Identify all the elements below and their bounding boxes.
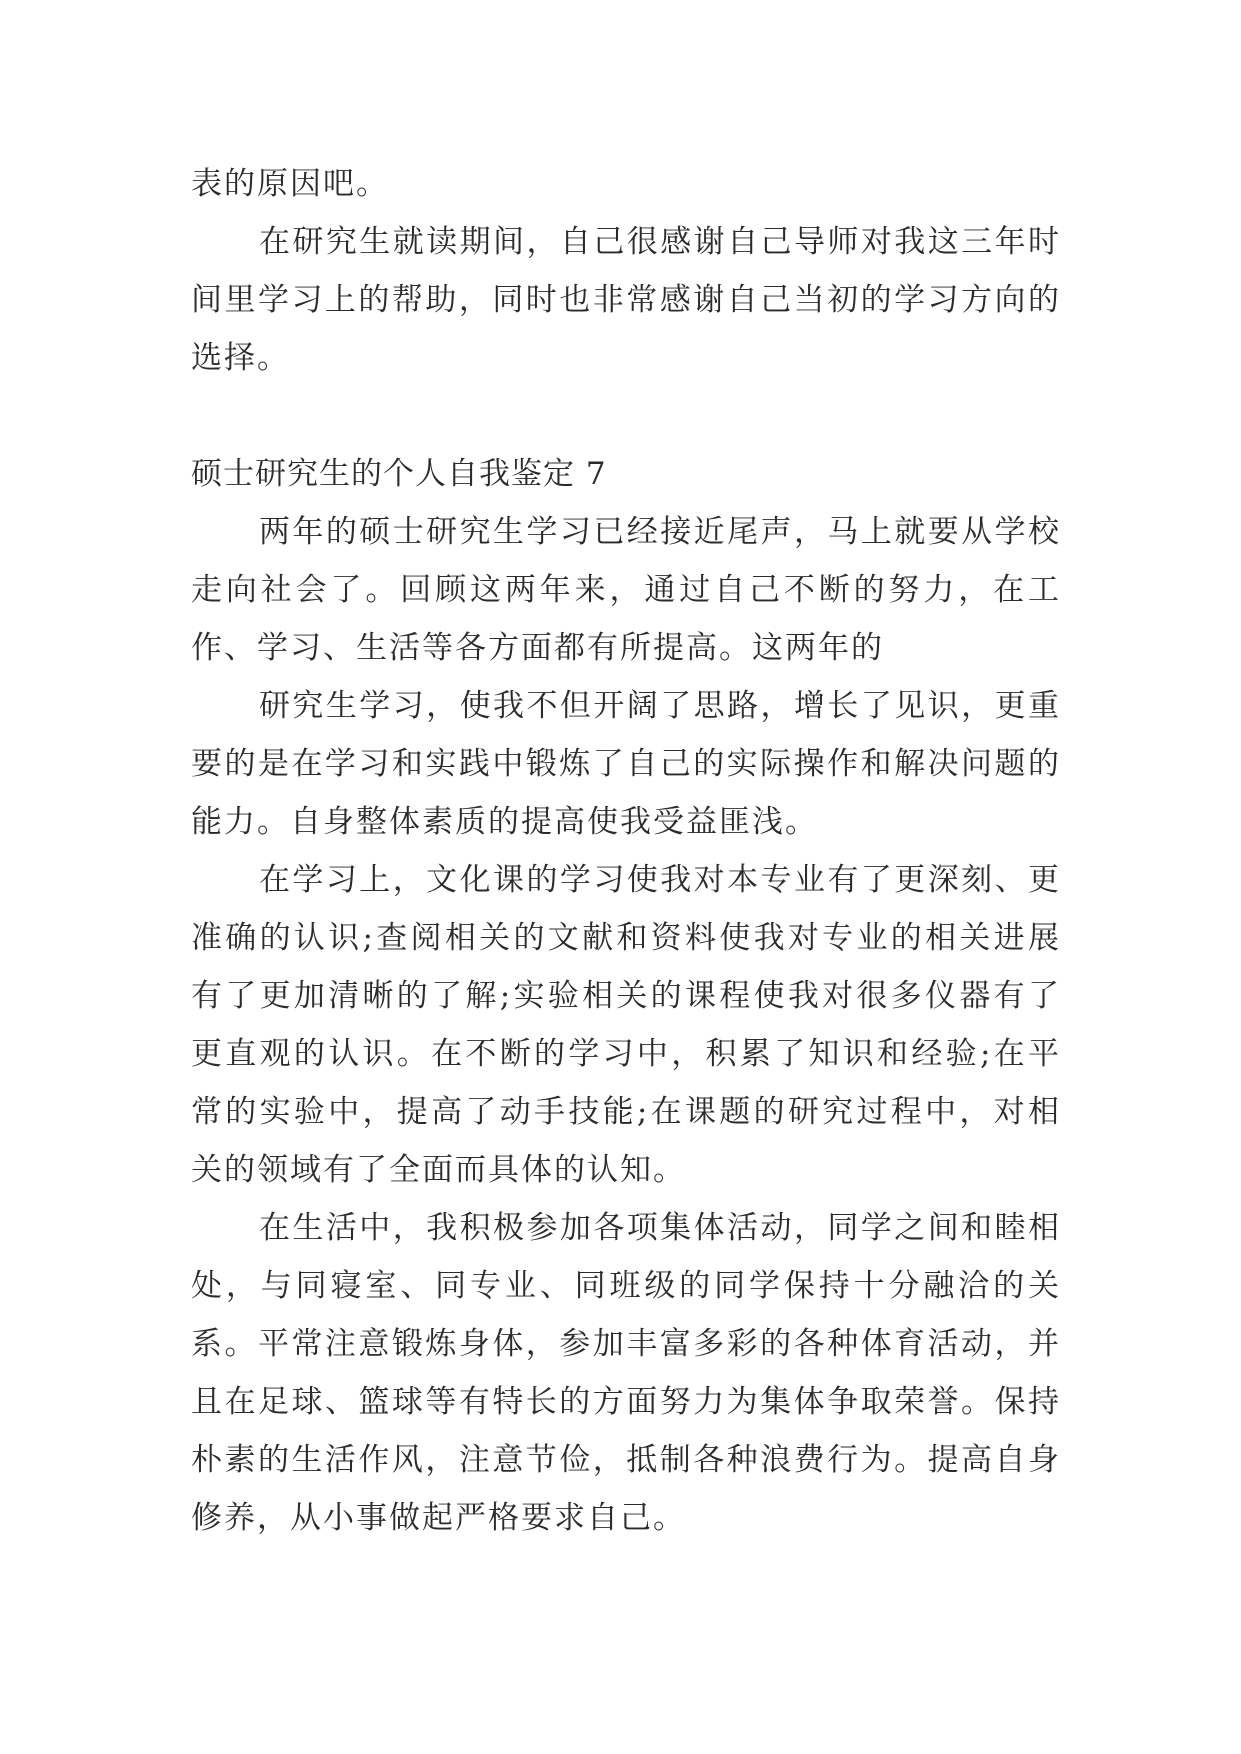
paragraph-growth: 研究生学习，使我不但开阔了思路，增长了见识，更重要的是在学习和实践中锻炼了自己的实际操作和解决问题的能力。自身整体素质的提高使我受益匪浅。 — [191, 688, 1061, 840]
continuation-paragraph: 表的原因吧。 — [191, 166, 389, 202]
document-body — [191, 155, 1061, 1547]
paragraph-intro: 两年的硕士研究生学习已经接近尾声，马上就要从学校走向社会了。回顾这两年来，通过自己不断的努力，在工作、学习、生活等各方面都有所提高。这两年的 — [191, 514, 1061, 666]
section-title: 硕士研究生的个人自我鉴定 7 — [191, 456, 607, 492]
paragraph-study: 在学习上，文化课的学习使我对本专业有了更深刻、更准确的认识;查阅相关的文献和资料使我对专业的相关进展有了更加清晰的了解;实验相关的课程使我对很多仪器有了更直观的认识。在不断的学习中，积累了知识和经验;在平常的实验中，提高了动手技能;在课题的研究过程中，对相关的领域有了全面而具体的认知。 — [191, 862, 1061, 1188]
paragraph-life: 在生活中，我积极参加各项集体活动，同学之间和睦相处，与同寝室、同专业、同班级的同学保持十分融洽的关系。平常注意锻炼身体，参加丰富多彩的各种体育活动，并且在足球、篮球等有特长的方面努力为集体争取荣誉。保持朴素的生活作风，注意节俭，抵制各种浪费行为。提高自身修养，从小事做起严格要求自己。 — [191, 1210, 1061, 1536]
paragraph-thanks-advisor: 在研究生就读期间，自己很感谢自己导师对我这三年时间里学习上的帮助，同时也非常感谢自己当初的学习方向的选择。 — [191, 224, 1061, 376]
